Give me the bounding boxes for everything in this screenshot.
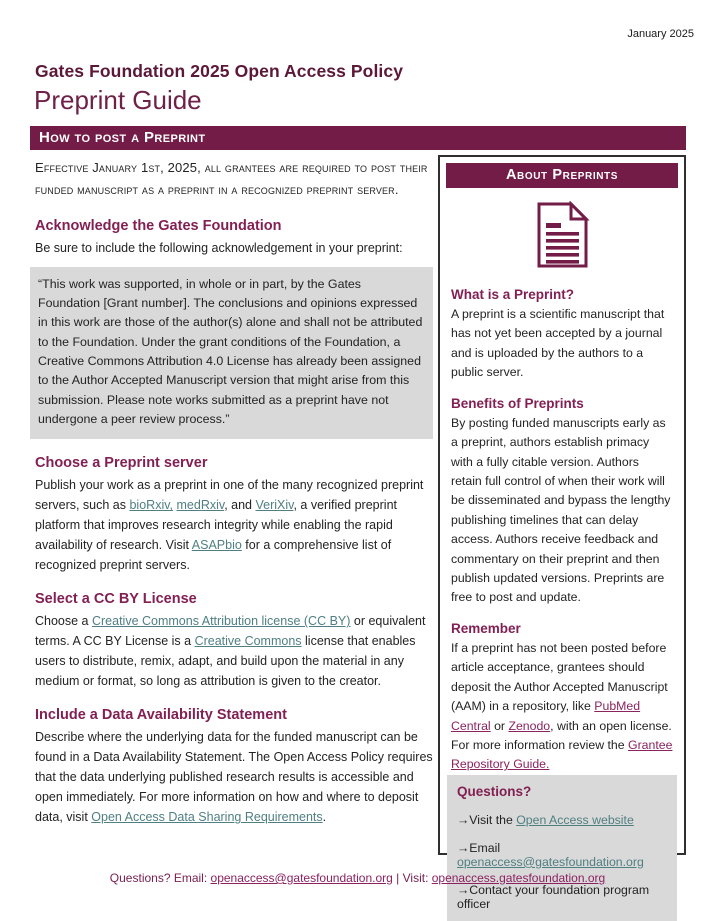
- text-segment: Describe where the underlying data for the funded manuscript can be found in a Data Availability Statement. The Open Access Policy requires that the data underlying published research results is accessible and open immediately. For more information on how and where to deposit data, visit: [35, 730, 433, 825]
- ccby-paragraph: [35, 611, 433, 691]
- footer-site-link[interactable]: openaccess.gatesfoundation.org: [431, 871, 606, 885]
- document-icon: [440, 201, 684, 274]
- arrow-prefix: →Visit the: [457, 812, 517, 827]
- text-segment: , a verified preprint platform that improves research integrity while enabling the rapid availability of research. Visit: [35, 498, 397, 553]
- doc-subtitle: Preprint Guide: [34, 85, 202, 115]
- text-segment: If a preprint has not been posted before article acceptance, grantees should deposit the Author Accepted Manuscript (AAM) in a repository, like: [451, 640, 668, 714]
- openaccess-email-link[interactable]: openaccess@gatesfoundation.org: [457, 854, 644, 869]
- verixiv-link[interactable]: VeriXiv: [255, 498, 294, 513]
- text-segment: .: [322, 810, 327, 825]
- footer-label: Questions? Email:: [109, 871, 211, 885]
- sidebar-what-section: [440, 274, 684, 383]
- heading-what-is-preprint: What is a Preprint?: [451, 287, 575, 302]
- section-banner-how-to-post: How to post a Preprint: [30, 126, 686, 150]
- grantee-repository-guide-link[interactable]: Grantee Repository Guide.: [451, 738, 673, 772]
- zenodo-link[interactable]: Zenodo: [508, 718, 551, 733]
- main-column: [35, 157, 433, 827]
- cc-attribution-license-link[interactable]: Creative Commons Attribution license (CC BY): [91, 614, 351, 629]
- heading-benefits: Benefits of Preprints: [451, 395, 584, 411]
- asapbio-link[interactable]: ASAPbio: [191, 538, 242, 553]
- about-preprints-sidebar: [438, 155, 686, 911]
- text-segment: , and: [224, 498, 256, 513]
- sidebar-header: About Preprints: [446, 163, 678, 188]
- text-segment: license that enables users to distribute, remix, adapt, and build upon the material in any medium or format, so long as attribution is given to the creator.: [35, 634, 416, 689]
- pubmed-central-link[interactable]: PubMed Central: [451, 699, 641, 733]
- intro-statement: Effective January 1st, 2025, all grantees are required to post their funded manuscript as a preprint in a recognized preprint server.: [35, 160, 428, 198]
- question-item-visit: [457, 813, 667, 827]
- heading-ccby-license: Select a CC BY License: [35, 591, 197, 608]
- doc-title: Gates Foundation 2025 Open Access Policy: [35, 61, 404, 81]
- footer-separator: | Visit:: [392, 871, 432, 885]
- biorxiv-link[interactable]: bioRxiv,: [129, 498, 174, 513]
- open-access-website-link[interactable]: Open Access website: [516, 812, 634, 827]
- arrow-prefix: →Email: [457, 840, 501, 855]
- text-segment: Publish your work as a preprint in one of the many recognized preprint servers, such as: [35, 478, 424, 513]
- heading-choose-server: Choose a Preprint server: [35, 455, 208, 472]
- footer-email-link[interactable]: openaccess@gatesfoundation.org: [210, 871, 393, 885]
- what-is-preprint-text: A preprint is a scientific manuscript that has not yet been accepted by a journal and is uploaded by the authors to a public server.: [451, 307, 665, 380]
- data-sharing-requirements-link[interactable]: Open Access Data Sharing Requirements: [91, 810, 323, 825]
- page-date: January 2025: [627, 28, 694, 40]
- benefits-text: By posting funded manuscripts early as a preprint, authors establish primacy with a fully citable version. Authors retain full control of when their work will be disseminated and bypass the lengthy publishing timelines that can delay access. Authors receive feedback and commentary on their preprint and then publish updated versions. Preprints are free to post and update.: [451, 415, 671, 605]
- text-segment: Choose a: [35, 614, 92, 629]
- text-segment: or: [490, 718, 509, 733]
- text-segment: for a comprehensive list of recognized preprint servers.: [35, 538, 392, 573]
- acknowledgement-quote-box: “This work was supported, in whole or in part, by the Gates Foundation [Grant number]. The conclusions and opinions expressed in this work are those of the author(s) alone and shall not be attributed to the Foundation. Under the grant conditions of the Foundation, a Creative Commons Attribution 4.0 License has already been assigned to the Author Accepted Manuscript version that might arise from this submission. Please note works submitted as a preprint have not undergone a peer review process.”: [30, 267, 433, 440]
- text-segment: , with an open license. For more information review the: [451, 718, 672, 753]
- heading-remember: Remember: [451, 620, 521, 636]
- sidebar-benefits-section: [440, 383, 684, 608]
- heading-acknowledge: Acknowledge the Gates Foundation: [35, 217, 282, 234]
- question-item-contact: [457, 883, 667, 911]
- sidebar-remember-section: [440, 608, 684, 775]
- creative-commons-link[interactable]: Creative Commons: [194, 634, 302, 649]
- remember-paragraph: [451, 639, 673, 775]
- question-item-email: [457, 841, 667, 869]
- text-segment: or equivalent terms. A CC BY License is a: [35, 614, 426, 649]
- medrxiv-link[interactable]: medRxiv: [176, 498, 225, 513]
- questions-box: [447, 775, 677, 921]
- data-availability-paragraph: [35, 727, 433, 827]
- heading-questions: Questions?: [457, 783, 532, 799]
- choose-server-paragraph: [35, 475, 433, 575]
- arrow-prefix: →Contact your foundation program officer: [457, 882, 650, 911]
- heading-data-availability: Include a Data Availability Statement: [35, 707, 287, 724]
- page-footer: [0, 871, 715, 885]
- acknowledge-lead: Be sure to include the following acknowledgement in your preprint:: [35, 240, 403, 255]
